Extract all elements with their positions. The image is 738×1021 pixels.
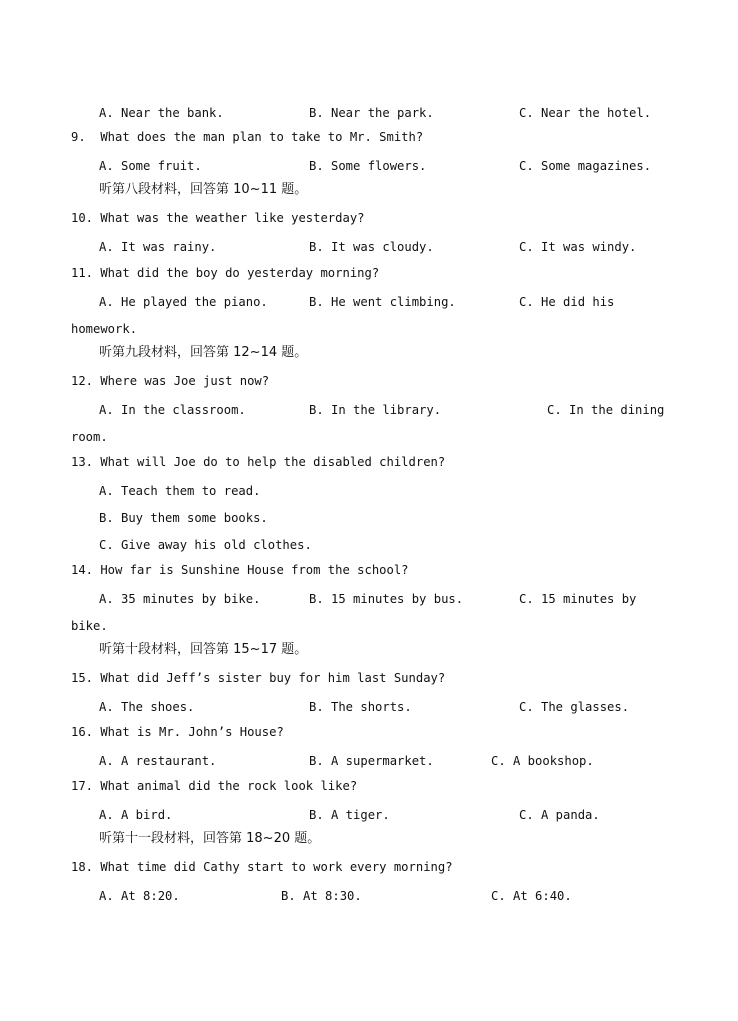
q14-option-c: C. 15 minutes by (519, 592, 637, 606)
question-18: 18. What time did Cathy start to work every morning? (71, 860, 453, 874)
q12-option-c-wrap: room. (71, 430, 108, 444)
q18-option-a: A. At 8:20. (99, 889, 180, 903)
q13-option-b: B. Buy them some books. (99, 511, 268, 525)
q12-option-a: A. In the classroom. (99, 403, 246, 417)
q15-option-c: C. The glasses. (519, 700, 630, 714)
q10-option-c: C. It was windy. (519, 240, 637, 254)
q17-option-a: A. A bird. (99, 808, 173, 822)
question-13: 13. What will Joe do to help the disabled children? (71, 455, 446, 469)
q9-option-b: B. Some flowers. (309, 159, 427, 173)
q9-option-c: C. Some magazines. (519, 159, 652, 173)
section-11-heading: 听第十一段材料，回答第 18~20 题。 (99, 831, 321, 846)
q17-option-b: B. A tiger. (309, 808, 390, 822)
q8-option-c: C. Near the hotel. (519, 106, 652, 120)
q11-option-a: A. He played the piano. (99, 295, 268, 309)
section-9-heading: 听第九段材料，回答第 12~14 题。 (99, 345, 308, 360)
question-11: 11. What did the boy do yesterday morning? (71, 266, 380, 280)
q11-option-b: B. He went climbing. (309, 295, 456, 309)
section-8-heading: 听第八段材料，回答第 10~11 题。 (99, 182, 308, 197)
q18-option-c: C. At 6:40. (491, 889, 572, 903)
q13-option-a: A. Teach them to read. (99, 484, 261, 498)
q10-option-b: B. It was cloudy. (309, 240, 434, 254)
q8-option-b: B. Near the park. (309, 106, 434, 120)
q11-option-c: C. He did his (519, 295, 615, 309)
question-12: 12. Where was Joe just now? (71, 374, 270, 388)
q16-option-b: B. A supermarket. (309, 754, 434, 768)
q9-option-a: A. Some fruit. (99, 159, 202, 173)
question-15: 15. What did Jeff’s sister buy for him last Sunday? (71, 671, 446, 685)
question-16: 16. What is Mr. John’s House? (71, 725, 284, 739)
question-9: 9. What does the man plan to take to Mr. Smith? (71, 130, 424, 144)
q12-option-c: C. In the dining (547, 403, 665, 417)
question-10: 10. What was the weather like yesterday? (71, 211, 365, 225)
q11-option-c-wrap: homework. (71, 322, 138, 336)
q15-option-a: A. The shoes. (99, 700, 195, 714)
section-10-heading: 听第十段材料，回答第 15~17 题。 (99, 642, 308, 657)
q12-option-b: B. In the library. (309, 403, 442, 417)
q18-option-b: B. At 8:30. (281, 889, 362, 903)
question-14: 14. How far is Sunshine House from the school? (71, 563, 409, 577)
q8-option-a: A. Near the bank. (99, 106, 224, 120)
q16-option-c: C. A bookshop. (491, 754, 594, 768)
q13-option-c: C. Give away his old clothes. (99, 538, 312, 552)
question-17: 17. What animal did the rock look like? (71, 779, 358, 793)
q14-option-a: A. 35 minutes by bike. (99, 592, 261, 606)
q16-option-a: A. A restaurant. (99, 754, 217, 768)
q10-option-a: A. It was rainy. (99, 240, 217, 254)
q14-option-b: B. 15 minutes by bus. (309, 592, 464, 606)
q14-option-c-wrap: bike. (71, 619, 108, 633)
q17-option-c: C. A panda. (519, 808, 600, 822)
q15-option-b: B. The shorts. (309, 700, 412, 714)
